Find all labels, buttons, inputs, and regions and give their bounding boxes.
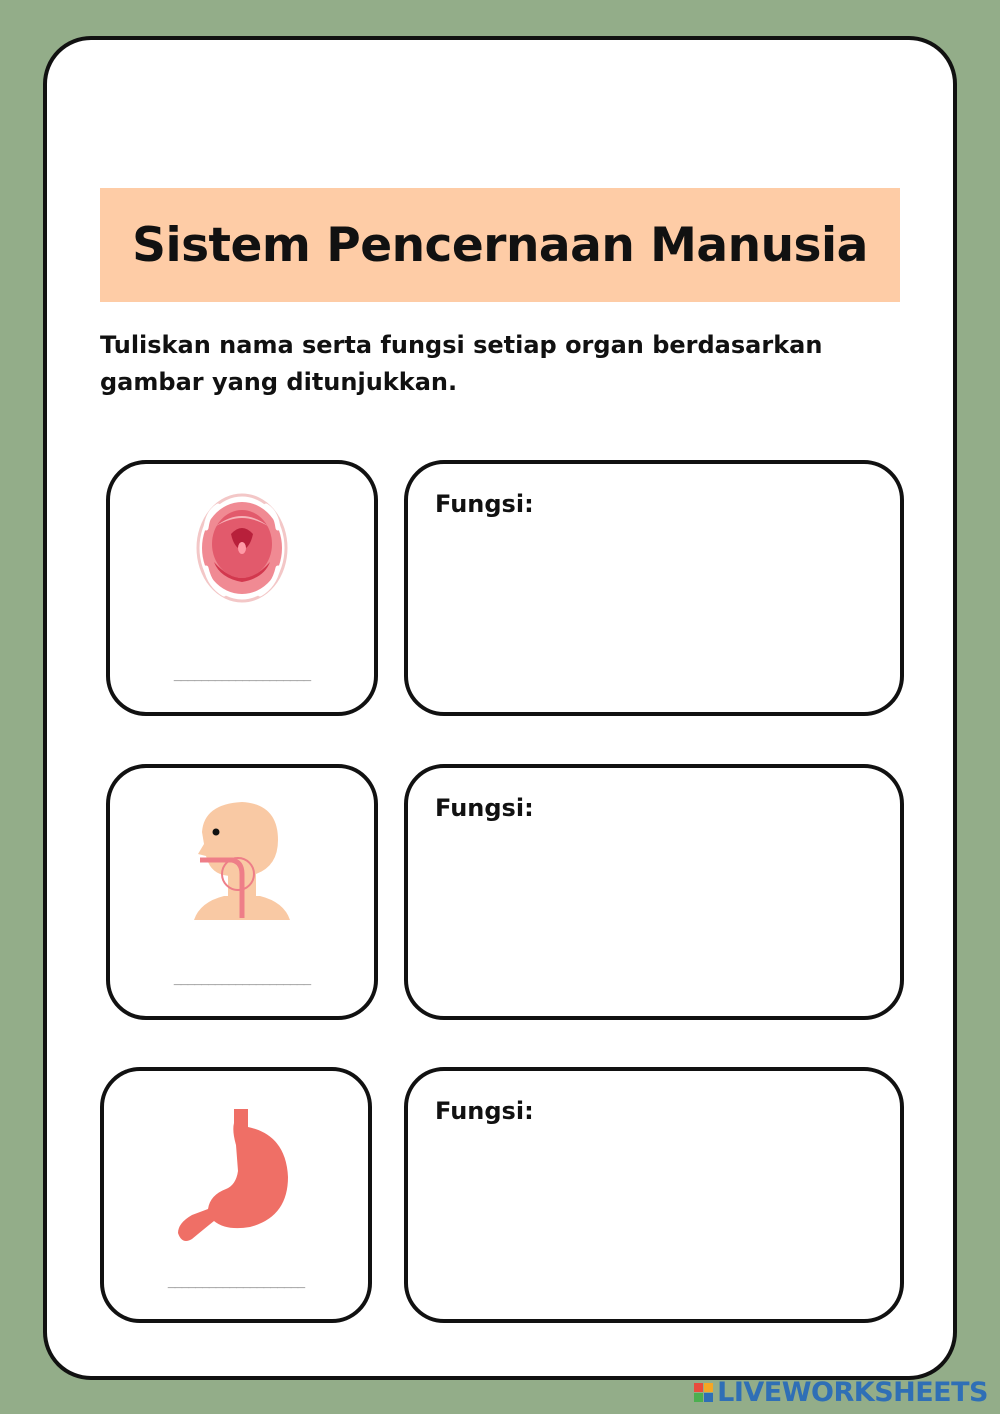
title-banner: [100, 188, 900, 302]
function-answer-box-3[interactable]: [404, 1067, 904, 1323]
organ-picture-box-3: [100, 1067, 372, 1323]
liveworksheets-logo: [694, 1377, 988, 1408]
fungsi-label: Fungsi:: [435, 1097, 534, 1125]
organ-picture-box-2: [106, 764, 378, 1020]
organ-name-blank[interactable]: ____________________: [173, 667, 311, 682]
organ-name-blank[interactable]: ____________________: [173, 971, 311, 986]
logo-mark-icon: [694, 1383, 713, 1402]
esophagus-icon: [194, 798, 290, 920]
mouth-icon: [194, 492, 290, 604]
instruction-text: Tuliskan nama serta fungsi setiap organ berdasarkan gambar yang ditunjukkan.: [100, 331, 823, 396]
organ-picture-box-1: [106, 460, 378, 716]
function-answer-box-2[interactable]: [404, 764, 904, 1020]
brand-name: LIVEWORKSHEETS: [717, 1377, 988, 1408]
function-answer-box-1[interactable]: [404, 460, 904, 716]
organ-name-blank[interactable]: ____________________: [167, 1274, 305, 1289]
fungsi-label: Fungsi:: [435, 490, 534, 518]
stomach-icon: [174, 1105, 298, 1245]
page-title: Sistem Pencernaan Manusia: [132, 217, 868, 273]
fungsi-label: Fungsi:: [435, 794, 534, 822]
